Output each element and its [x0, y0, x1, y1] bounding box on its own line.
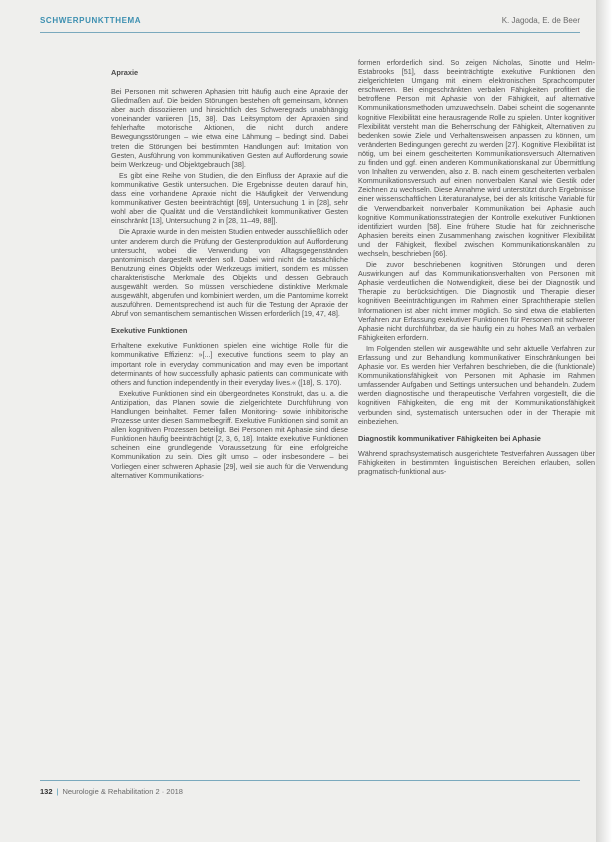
footer-separator: |: [56, 786, 59, 796]
footer-rule: [40, 780, 580, 781]
page-header: [40, 10, 580, 30]
paragraph: Es gibt eine Reihe von Studien, die den Einfluss der Apraxie auf die kommunikative Gestik untersuchen. Die Ergebnisse deuten darauf hin, dass eine vorhandene Apraxie nicht die Häufigkeit der Verwendung kommunikativer Gesten beeinträchtigt [69], Untersuchung 1 in [28], sehr wohl aber die Qualität und die Verständlichkeit kommunikativer Gesten einschränkt [13], Untersuchung 2 in [28, 11–49, 88]].: [111, 170, 348, 226]
paragraph: Bei Personen mit schweren Aphasien tritt häufig auch eine Apraxie der Gliedmaßen auf. Die beiden Störungen bestehen oft gemeinsam, können aber auch dissoziieren und hinsichtlich des Schweregrads unabhängig voneinander variieren [15, 38]. Das Leitsymptom der Apraxien sind fehlerhafte motorische Aktionen, die nicht durch andere Bewegungsstörungen – wie etwa eine Lähmung – bedingt sind. Dabei treten die Störungen bei bestimmten Handlungen auf: Imitation von Gesten, Ausführung von kommunikativen Gesten auf Aufforderung sowie beim Werkzeug- und Objektgebrauch [38].: [111, 87, 348, 169]
right-column: [358, 58, 595, 778]
heading-apraxie: Apraxie: [111, 68, 139, 77]
heading-exekutive-funktionen: Exekutive Funktionen: [111, 326, 188, 336]
page-edge-shadow: [596, 0, 612, 842]
paragraph: Exekutive Funktionen sind ein übergeordnetes Konstrukt, das u. a. die Antizipation, das Planen sowie die zielgerichtete Durchführung von Handlungen beinhaltet. Ferner fallen Monitoring- sowie inhibitorische Prozesse unter diesen Sammelbegriff. Exekutive Funktionen sind somit an allen kognitiven Prozessen beteiligt. Bei Personen mit Aphasie sind diese Funktionen häufig beeinträchtigt [2, 3, 6, 18]. Intakte exekutive Funktionen scheinen eine grundlegende Voraussetzung für eine erfolgreiche Kommunikation zu sein. Dies gilt umso – oder insbesondere – bei Vorliegen einer schweren Aphasie [29], weil sie auch für die Verwendung alternativer Kommunikations-: [111, 388, 348, 480]
journal-name: Neurologie & Rehabilitation 2 · 2018: [62, 786, 183, 796]
left-column: [111, 58, 348, 778]
paragraph: Während sprachsystematisch ausgerichtete Testverfahren Aussagen über Fähigkeiten in bestimmten linguistischen Bereichen erlauben, sollen pragmatisch-funktional aus-: [358, 448, 595, 476]
section-tag: SCHWERPUNKTTHEMA: [40, 15, 142, 25]
page-number: 132: [40, 786, 53, 796]
paragraph: formen erforderlich sind. So zeigen Nicholas, Sinotte und Helm-Estabrooks [51], dass beeinträchtigte exekutive Funktionen den zielgerichteten Umgang mit einem elektronischen Sprachcomputer erschweren. Bei eingeschränkten verbalen Fähigkeiten profitiert die betroffene Person mit Aphasie von der Fähigkeit, auf alternative Kommunikationsmethoden umzuwechseln. Dabei scheint die sogenannte kognitive Flexibilität eine herausragende Rolle zu spielen. Unter kognitiver Flexibilität versteht man die Beherrschung der Fähigkeit, Alternativen zu bedenken sowie Ziele und Verhaltensweisen anpassen zu können, um veränderten Bedingungen gerecht zu werden [27]. Kognitive Flexibilität ist nötig, um bei einem gescheiterten Kommunikationsversuch Alternativen zu finden und ggf. einen anderen Kommunikationskanal zur Übermittlung von Inhalten zu verwenden, also z. B. nach einem gescheiterten verbalen Kommunikationsversuch auf einen nonverbalen Kanal wie Gestik oder Zeichnen zu wechseln. Diese Annahme wird unterstützt durch Ergebnisse einer wissenschaftlichen Literaturanalyse, bei der als kritische Variable für die Verwendbarkeit nonverbaler Kommunikation bei Aphasie auch kognitive Kommunikationsstrategien der Kontrolle exekutiver Funktionen identifiziert wurden [58]. Eine frühere Studie hat für zeichnerische Aphasien bereits einen Zusammenhang zwischen kognitiver Flexibilität und der Fähigkeit, flexibel zwischen Kommunikationskanälen zu wechseln, beschrieben [66].: [358, 58, 595, 258]
header-rule: [40, 32, 580, 33]
running-authors: K. Jagoda, E. de Beer: [501, 15, 580, 25]
paragraph: Im Folgenden stellen wir ausgewählte und sehr aktuelle Verfahren zur Erfassung und zur Behandlung kommunikativer Einschränkungen bei Aphasie vor. Es werden hier Verfahren beschrieben, die die (funktionale) Kommunikationsfähigkeit von Personen mit Aphasie im Rahmen umfassender Aufgaben und Settings untersuchen und behandeln. Zudem werden diagnostische und therapeutische Verfahren vorgestellt, die die kognitiven Fähigkeiten, die eng mit der Kommunikationsfähigkeit verbunden sind, systematisch untersuchen oder in der Therapie mit einbeziehen.: [358, 343, 595, 426]
paragraph: Die Apraxie wurde in den meisten Studien entweder ausschließlich oder unter anderem durch die Prüfung der Gestenproduktion auf Aufforderung untersucht, wobei die Verwendung von Alltagsgegenständen pantomimisch dargestellt werden soll. Dabei wird nicht die tatsächliche Benutzung eines Objekts oder Werkzeugs imitiert, sondern es müssen charakteristische Merkmale des Objekts und dessen Gebrauch ausgewählt werden. So müssen verschiedene distinktive Merkmale ausgewählt, abgerufen und kombiniert werden, um die Pantomime korrekt auszuführen. Dementsprechend ist auch für die Testung der Apraxie der Abruf von semantischem semantischen Wissen erforderlich [19, 47, 48].: [111, 227, 348, 319]
heading-diagnostik: Diagnostik kommunikativer Fähigkeiten bei Aphasie: [358, 433, 541, 443]
paragraph: Die zuvor beschriebenen kognitiven Störungen und deren Auswirkungen auf das Kommunikationsverhalten von Personen mit Aphasie verdeutlichen die Notwendigkeit, diese bei der Diagnostik und Therapie zu berücksichtigen. Die Diagnostik und Therapie dieser kognitiven Beeinträchtigungen im Rahmen einer Sprachtherapie stellen Informationen ist aber nicht immer möglich. So sind etwa die etablierten Verfahren zur Erfassung exekutiver Funktionen für Personen mit schwerer Aphasie nicht durchführbar, da sie häufig ein zu hohes Maß an verbalen Fähigkeiten erfordern.: [358, 260, 595, 342]
paragraph: Erhaltene exekutive Funktionen spielen eine wichtige Rolle für die kommunikative Effizienz: »[...] executive functions seem to play an important role in everyday communication and may even be important determinants of how successfully aphasic patients can communicate with others and function independently in their everyday lives.« ([18], S. 170).: [111, 341, 348, 387]
page-footer: [40, 784, 440, 798]
